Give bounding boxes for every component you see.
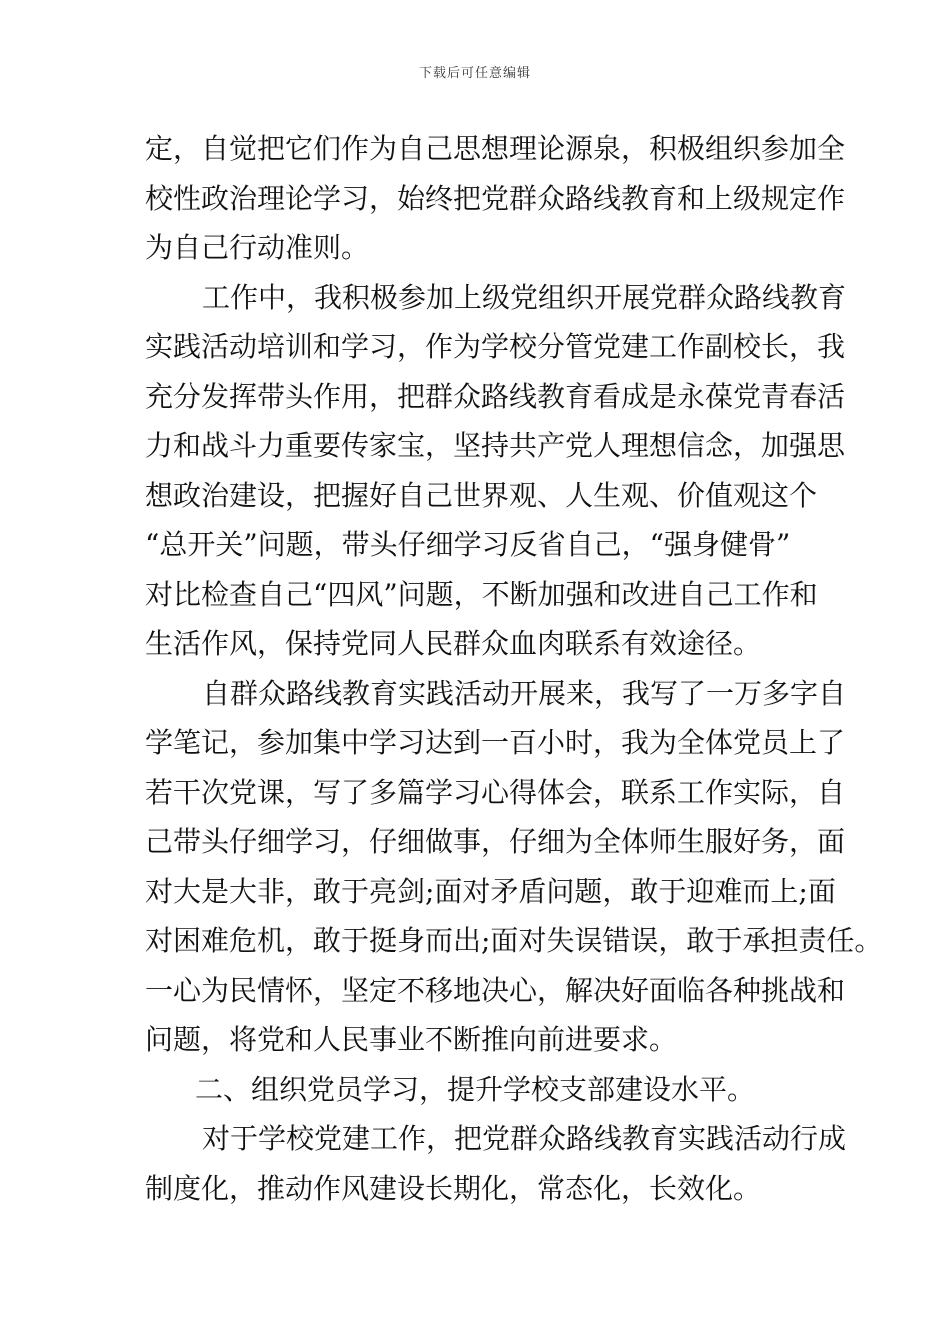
- document-body: [145, 124, 883, 1213]
- text-line: 生活作风，保持党同人民群众血肉联系有效途径。: [145, 627, 762, 660]
- text-line: 校性政治理论学习，始终把党群众路线教育和上级规定作: [145, 181, 846, 215]
- text-line: 制度化，推动作风建设长期化，常态化，长效化。: [145, 1171, 762, 1205]
- text-line: 学笔记，参加集中学习达到一百小时，我为全体党员上了: [145, 726, 846, 759]
- page-header-note: 下载后可任意编辑: [418, 66, 531, 81]
- text-line: 问题，将党和人民事业不断推向前进要求。: [145, 1023, 678, 1056]
- text-line: 对大是大非，敢于亮剑;面对矛盾问题，敢于迎难而上;面: [145, 874, 836, 908]
- text-line: 定，自觉把它们作为自己思想理论源泉，积极组织参加全: [145, 132, 846, 165]
- section-heading: 二、组织党员学习，提升学校支部建设水平。: [195, 1072, 756, 1106]
- text-line: 对困难危机，敢于挺身而出;面对失误错误，敢于承担责任。: [145, 924, 883, 957]
- text-line: 对比检查自己“四风”问题，不断加强和改进自己工作和: [145, 577, 818, 611]
- text-line: 一心为民情怀，坚定不移地决心，解决好面临各种挑战和: [145, 973, 846, 1007]
- text-line: 实践活动培训和学习，作为学校分管党建工作副校长，我: [145, 330, 846, 363]
- text-line: 为自己行动准则。: [145, 231, 370, 264]
- paragraph-first-line: 自群众路线教育实践活动开展来，我写了一万多字自: [202, 676, 847, 710]
- text-line: 力和战斗力重要传家宝，坚持共产党人理想信念，加强思: [145, 429, 846, 462]
- paragraph-first-line: 工作中，我积极参加上级党组织开展党群众路线教育: [202, 280, 847, 314]
- text-line: 若干次党课，写了多篇学习心得体会，联系工作实际，自: [145, 775, 846, 809]
- text-line: 想政治建设，把握好自己世界观、人生观、价值观这个: [145, 478, 818, 512]
- text-line: 充分发挥带头作用，把群众路线教育看成是永葆党青春活: [145, 379, 846, 413]
- paragraph-first-line: 对于学校党建工作，把党群众路线教育实践活动行成: [202, 1122, 847, 1155]
- text-line: 己带头仔细学习，仔细做事，仔细为全体师生服好务，面: [145, 825, 846, 858]
- text-line: “总开关”问题，带头仔细学习反省自己，“强身健骨”: [145, 528, 791, 561]
